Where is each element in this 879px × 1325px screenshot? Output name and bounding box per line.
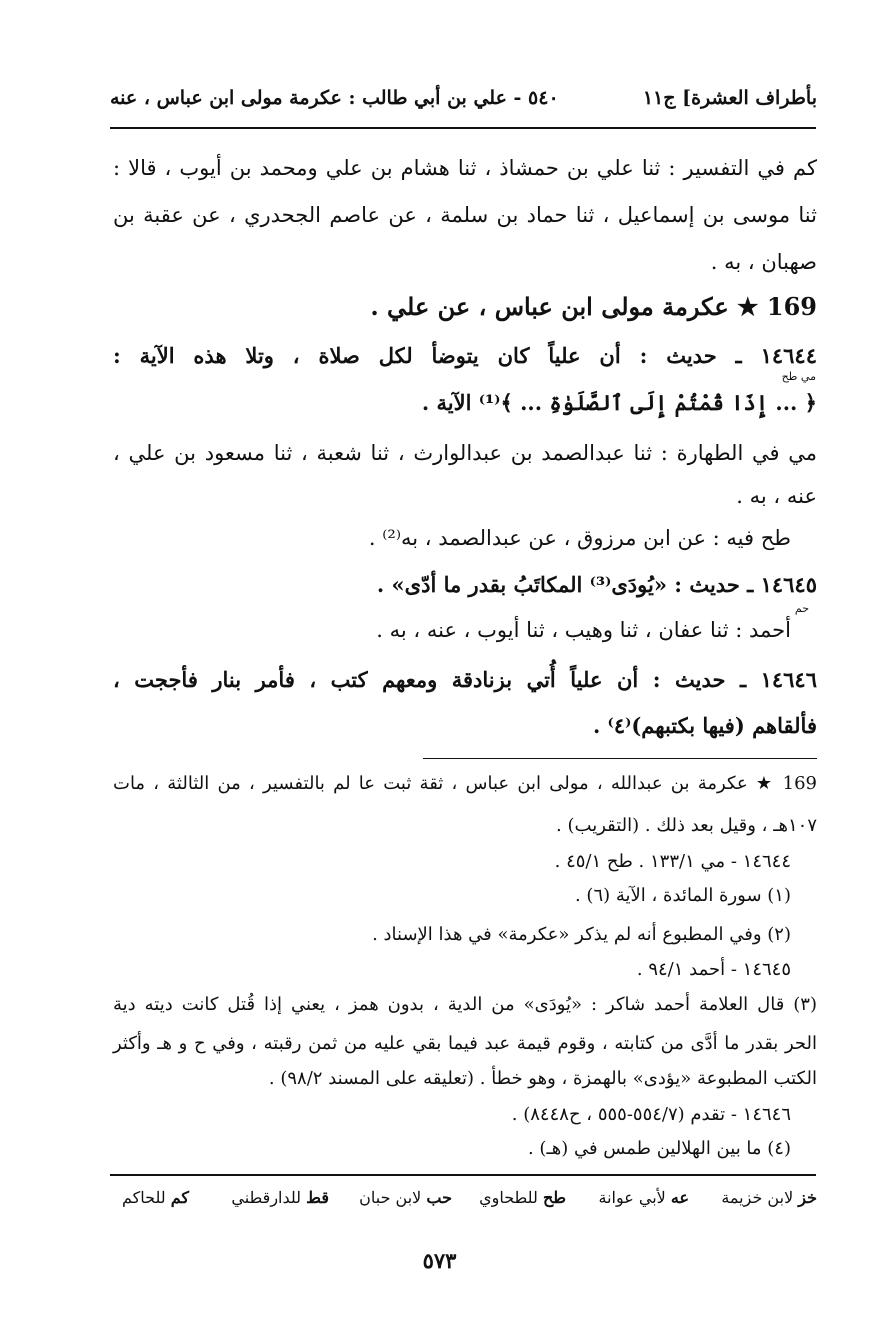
hadith-14644-text: ١٤٦٤٤ ـ حديث : أن علياً كان يتوضأ لكل صلاة ، وتلا هذه الآية : <box>113 343 817 368</box>
text-line: مي في الطهارة : ثنا عبدالصمد بن عبدالوارث ، ثنا شعبة ، ثنا مسعود بن علي ، <box>113 441 817 465</box>
hadith-14646-text: ١٤٦٤٦ ـ حديث : أن علياً أُتي بزنادقة ومعهم كتب ، فأمر بنار فأججت ، <box>113 667 817 692</box>
footnote-line: (١) سورة المائدة ، الآية (٦) . <box>574 885 791 906</box>
legend-item-qt: قط للدارقطني <box>231 1188 329 1207</box>
source-symbols: مي طح <box>781 370 816 383</box>
source-symbols: حم <box>794 602 809 615</box>
text-line: أحمد : ثنا عفان ، ثنا وهيب ، ثنا أيوب ، عنه ، به . <box>376 618 791 642</box>
legend-item-km: كم للحاكم <box>122 1188 189 1207</box>
text-line: عنه ، به . <box>736 484 817 508</box>
footnote-line: الكتب المطبوعة «يؤدى» بالهمزة ، وهو خطأ . (تعليقه على المسند ٩٨/٢) . <box>268 1068 817 1089</box>
quran-quote: ﴿ ... إِذَا قُمْتُمْ إِلَى ٱلصَّلَوٰةِ ... ﴾⁽¹⁾ الآية . <box>421 390 817 415</box>
legend-rule <box>110 1174 816 1176</box>
footnote-line: (٣) قال العلامة أحمد شاكر : «يُودَى» من الدية ، بدون همز ، يعني إذا قُتل كانت ديته دية <box>113 994 817 1015</box>
hadith-14646-text: فألقاهم (فيها بكتبهم)⁽٤⁾ . <box>592 713 817 738</box>
footnote-line: ١٤٦٤٦ - تقدم (٥٥٤/٧-٥٥٥ ، ح٨٤٤٨) . <box>511 1104 791 1125</box>
footnote-line: (٤) ما بين الهلالين طمس في (هـ) . <box>527 1138 791 1159</box>
page-number: ٥٧٣ <box>422 1248 457 1273</box>
running-header-book: بأطراف العشرة] ج١١ <box>642 87 817 109</box>
text-line: كم في التفسير : ثنا علي بن حمشاذ ، ثنا هشام بن علي ومحمد بن أيوب ، قالا : <box>113 156 817 180</box>
footnote-line: (٢) وفي المطبوع أنه لم يذكر «عكرمة» في هذا الإسناد . <box>372 924 791 945</box>
footnote-line: ١٤٦٤٤ - مي ١٣٣/١ . طح ٤٥/١ . <box>554 851 791 872</box>
legend-item-khz: خز لابن خزيمة <box>721 1188 817 1207</box>
footnote-line: ١٤٦٤٥ - أحمد ٩٤/١ . <box>636 959 791 980</box>
text-line: ثنا موسى بن إسماعيل ، ثنا حماد بن سلمة ، عن عاصم الجحدري ، عن عقبة بن <box>113 203 817 227</box>
legend-item-th: طح للطحاوي <box>479 1188 566 1207</box>
running-header-section: ٥٤٠ - علي بن أبي طالب : عكرمة مولى ابن عباس ، عنه <box>110 87 559 109</box>
footnote-line: 169 ★ عكرمة بن عبدالله ، مولى ابن عباس ، ثقة ثبت عا لم بالتفسير ، من الثالثة ، مات <box>113 773 817 794</box>
footnote-line: ١٠٧هـ ، وقيل بعد ذلك . (التقريب) . <box>556 815 817 836</box>
text-line: طح فيه : عن ابن مرزوق ، عن عبدالصمد ، به⁽²⁾ . <box>368 526 791 550</box>
narrator-heading: 169 ★ عكرمة مولى ابن عباس ، عن علي . <box>370 292 817 321</box>
footnote-separator <box>423 758 817 759</box>
footnote-line: الحر بقدر ما أدَّى من كتابته ، وقوم قيمة عبد فيما بقي عليه من ثمن رقبته ، وفي ح و هـ وأكثر <box>113 1033 817 1054</box>
text-line: صهبان ، به . <box>710 250 817 274</box>
hadith-14645-text: ١٤٦٤٥ ـ حديث : «يُودَى⁽³⁾ المكاتَبُ بقدر ما أدّى» . <box>376 572 817 597</box>
legend-item-ah: عه لأبي عوانة <box>598 1188 689 1207</box>
legend-item-hb: حب لابن حبان <box>359 1188 452 1207</box>
header-rule <box>110 127 816 129</box>
